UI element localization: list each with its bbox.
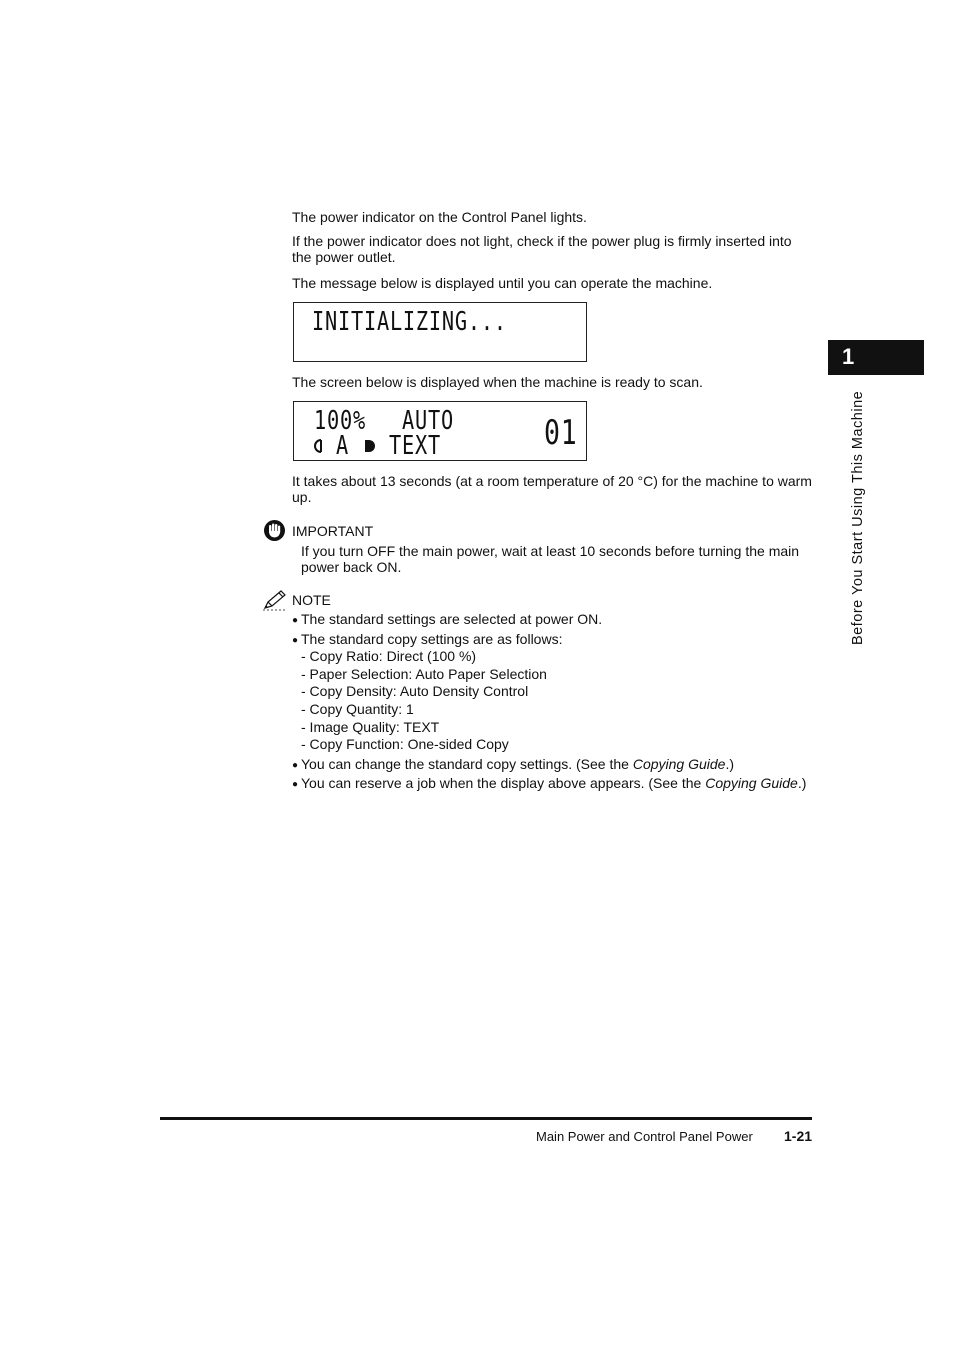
note-bullet-4-end: .) — [797, 775, 807, 791]
copying-guide-ref: Copying Guide — [632, 756, 726, 772]
note-bullet-2 — [292, 631, 562, 649]
important-heading: IMPORTANT — [292, 523, 374, 539]
note-bullet-2-text: The standard copy settings are as follows: — [301, 631, 563, 647]
warmup-text: It takes about 13 seconds (at a room temperature of 20 °C) for the machine to warm up. — [292, 473, 812, 505]
copying-guide-ref: Copying Guide — [705, 775, 798, 791]
pencil-icon — [262, 589, 288, 611]
list-item: - Copy Ratio: Direct (100 %) — [301, 648, 477, 664]
note-heading: NOTE — [292, 592, 331, 608]
footer-section-title: Main Power and Control Panel Power — [536, 1129, 753, 1144]
bullet-dot: ● — [292, 615, 299, 626]
note-bullet-4 — [292, 775, 806, 793]
important-text: If you turn OFF the main power, wait at least 10 seconds before turning the main power back ON. — [301, 543, 800, 575]
intro-line-3: The message below is displayed until you can operate the machine. — [292, 275, 713, 291]
density-dark-icon — [364, 439, 376, 453]
lcd-quantity: 01 — [544, 413, 578, 453]
ready-text: The screen below is displayed when the machine is ready to scan. — [292, 374, 703, 390]
list-item: - Copy Function: One-sided Copy — [301, 736, 509, 752]
list-item: - Image Quality: TEXT — [301, 719, 440, 735]
note-bullet-1 — [292, 611, 602, 629]
list-item: - Copy Density: Auto Density Control — [301, 683, 529, 699]
bullet-dot: ● — [292, 760, 299, 771]
chapter-tab — [828, 340, 924, 375]
lcd-density-mark: A — [336, 431, 349, 461]
note-bullet-3-text: You can change the standard copy settings. (See the — [301, 756, 633, 772]
intro-line-1: The power indicator on the Control Panel lights. — [292, 209, 587, 225]
list-item: - Copy Quantity: 1 — [301, 701, 414, 717]
lcd-ready-display — [293, 401, 587, 461]
chapter-title: Before You Start Using This Machine — [850, 390, 866, 645]
lcd-initializing-text: INITIALIZING... — [312, 307, 507, 337]
bullet-dot: ● — [292, 779, 299, 790]
lcd-quality: TEXT — [389, 431, 441, 461]
intro-line-2: If the power indicator does not light, check if the power plug is firmly inserted into the power outlet. — [292, 233, 792, 265]
lcd-paper: AUTO — [402, 406, 454, 436]
note-bullet-4-text: You can reserve a job when the display above appears. (See the — [301, 775, 706, 791]
bullet-dot: ● — [292, 635, 299, 646]
hand-stop-icon — [263, 519, 286, 542]
chapter-number: 1 — [842, 344, 855, 369]
lcd-initializing-display — [293, 302, 587, 362]
density-light-icon — [314, 439, 326, 453]
lcd-ratio: 100% — [314, 406, 366, 436]
footer-rule — [160, 1117, 812, 1120]
note-bullet-3 — [292, 756, 734, 774]
list-item: - Paper Selection: Auto Paper Selection — [301, 666, 547, 682]
note-bullet-3-end: .) — [725, 756, 735, 772]
note-bullet-1-text: The standard settings are selected at power ON. — [301, 611, 603, 627]
page-number: 1-21 — [784, 1128, 813, 1144]
